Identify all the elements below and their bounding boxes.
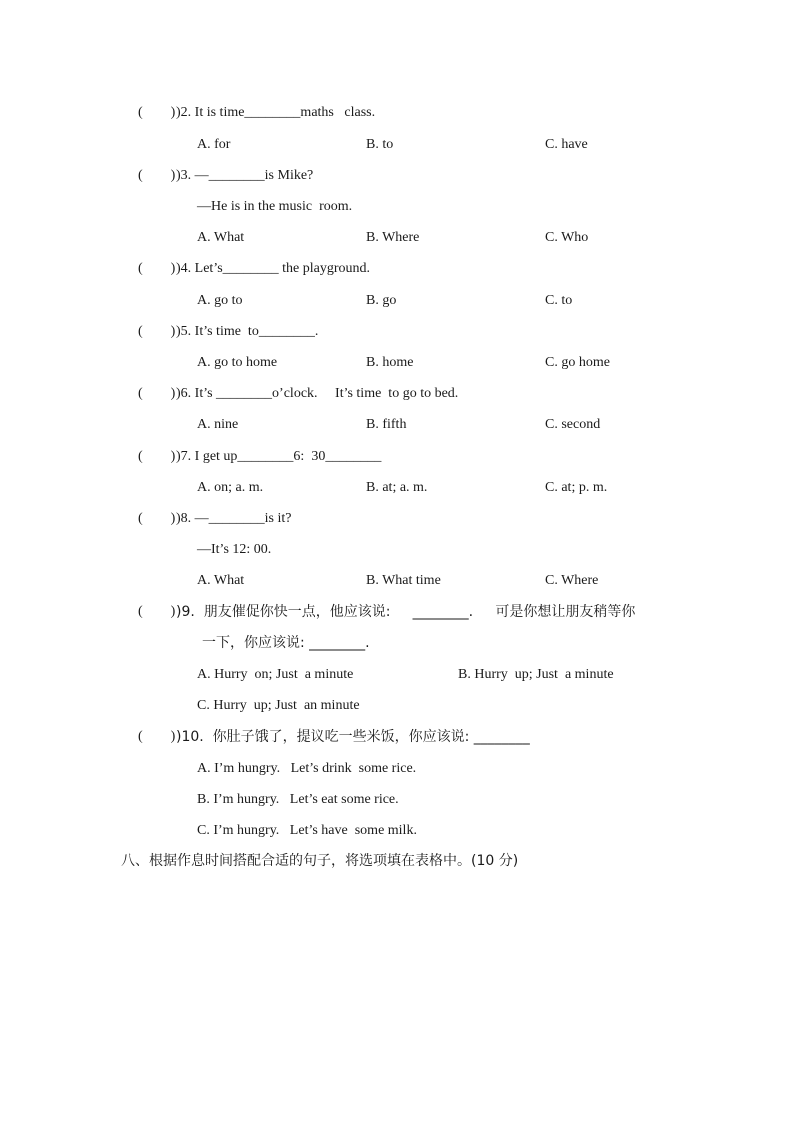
q4-option-b: B. go xyxy=(366,293,397,308)
q3-option-b: B. Where xyxy=(366,230,420,245)
q7-option-a: A. on; a. m. xyxy=(197,480,264,495)
q4-option-a: A. go to xyxy=(197,293,243,308)
question-3-reply: —He is in the music room. xyxy=(197,199,353,214)
answer-paren-9: ( ) xyxy=(138,604,176,619)
q6-option-b: B. fifth xyxy=(366,417,407,432)
q5-option-a: A. go to home xyxy=(197,355,278,370)
answer-paren-6: ( ) xyxy=(138,386,176,401)
q5-option-b: B. home xyxy=(366,355,414,370)
q9-option-a: A. Hurry on; Just a minute xyxy=(197,667,354,682)
q7-option-b: B. at; a. m. xyxy=(366,480,428,495)
q3-option-a: A. What xyxy=(197,230,245,245)
q6-option-a: A. nine xyxy=(197,417,239,432)
question-8-reply: —It’s 12: 00. xyxy=(197,542,272,557)
q10-option-b: B. I’m hungry. Let’s eat some rice. xyxy=(197,792,399,807)
q4-option-c: C. to xyxy=(545,293,573,308)
question-6-stem: )6. It’s ________o’clock. It’s time to go to bed. xyxy=(176,386,459,401)
answer-paren-8: ( ) xyxy=(138,511,176,526)
answer-paren-7: ( ) xyxy=(138,449,176,464)
answer-paren-2: ( ) xyxy=(138,105,176,120)
question-4-stem: )4. Let’s________ the playground. xyxy=(176,261,371,276)
answer-paren-5: ( ) xyxy=(138,324,176,339)
q9-option-b: B. Hurry up; Just a minute xyxy=(458,667,614,682)
q8-option-c: C. Where xyxy=(545,573,599,588)
section-8-heading: 八、根据作息时间搭配合适的句子，将选项填在表格中。(10 分) xyxy=(121,853,519,869)
q2-option-a: A. for xyxy=(197,137,231,152)
q5-option-c: C. go home xyxy=(545,355,610,370)
q8-option-a: A. What xyxy=(197,573,245,588)
q7-option-c: C. at; p. m. xyxy=(545,480,608,495)
q3-option-c: C. Who xyxy=(545,230,589,245)
question-7-stem: )7. I get up________6: 30________ xyxy=(176,449,382,464)
question-2-stem: )2. It is time________maths class. xyxy=(176,105,376,120)
answer-paren-3: ( ) xyxy=(138,168,176,183)
q10-option-a: A. I’m hungry. Let’s drink some rice. xyxy=(197,761,417,776)
question-3-stem: )3. —________is Mike? xyxy=(176,168,314,183)
question-9-stem: )9. 朋友催促你快一点，他应该说: ________. 可是你想让朋友稍等你 xyxy=(176,604,636,620)
question-8-stem: )8. —________is it? xyxy=(176,511,292,526)
question-10-stem: )10. 你肚子饿了，提议吃一些米饭，你应该说: ________ xyxy=(176,729,530,745)
question-5-stem: )5. It’s time to________. xyxy=(176,324,319,339)
q10-option-c: C. I’m hungry. Let’s have some milk. xyxy=(197,823,417,838)
q2-option-b: B. to xyxy=(366,137,394,152)
q9-option-c: C. Hurry up; Just an minute xyxy=(197,698,360,713)
question-9-stem-continued: 一下，你应该说: ________. xyxy=(202,635,370,651)
q6-option-c: C. second xyxy=(545,417,601,432)
answer-paren-10: ( ) xyxy=(138,729,176,744)
q8-option-b: B. What time xyxy=(366,573,441,588)
q2-option-c: C. have xyxy=(545,137,588,152)
answer-paren-4: ( ) xyxy=(138,261,176,276)
